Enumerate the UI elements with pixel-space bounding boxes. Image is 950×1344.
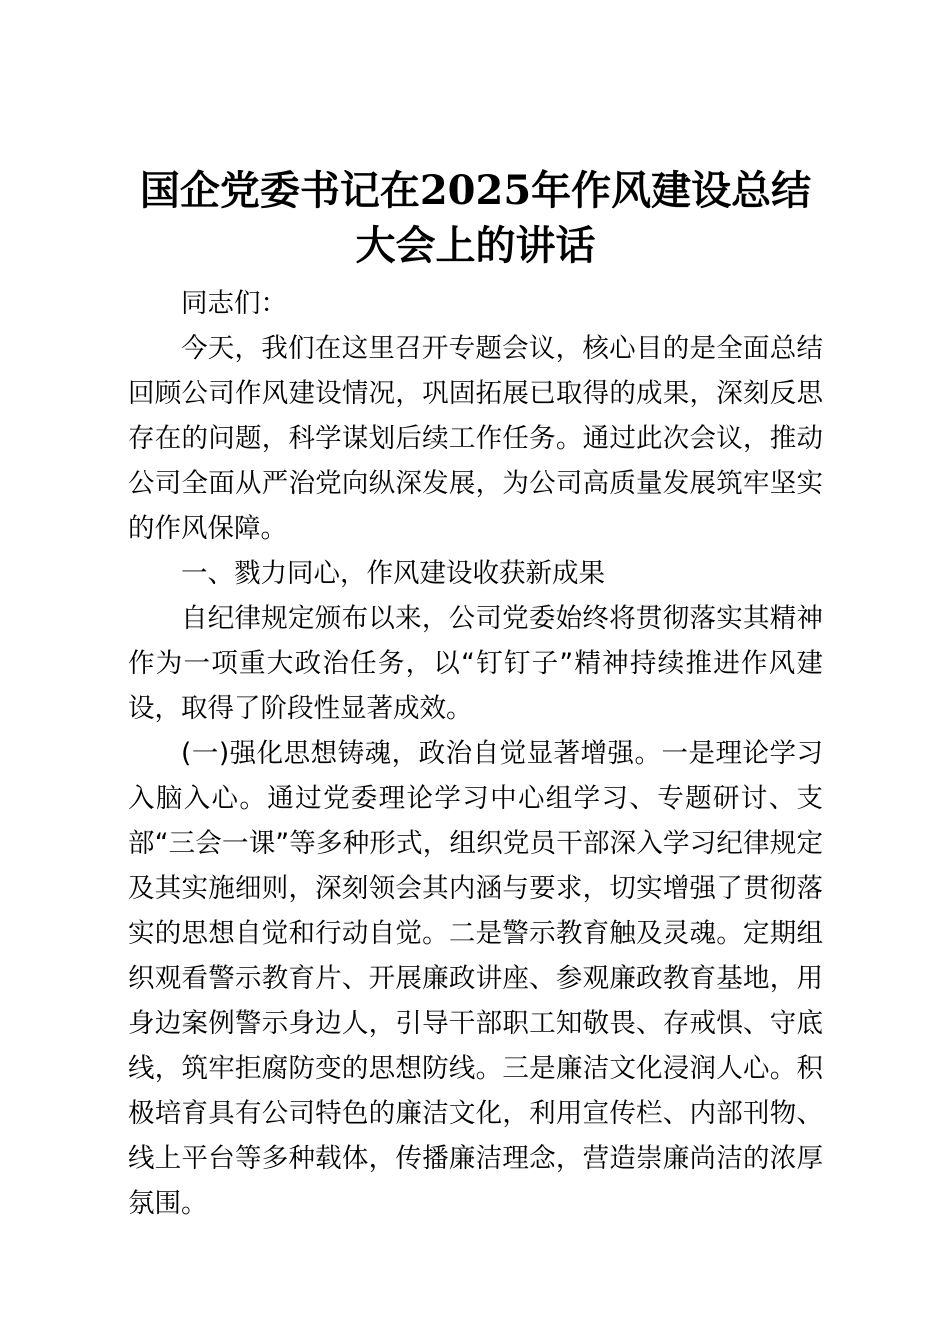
document-title [128, 163, 823, 273]
paragraph-subsection-1: (一)强化思想铸魂，政治自觉显著增强。一是理论学习入脑入心。通过党委理论学习中心组学习、专题研讨、支部“三会一课”等多种形式，组织党员干部深入学习纪律规定及其实施细则，深刻领会其内涵与要求，切实增强了贯彻落实的思想自觉和行动自觉。二是警示教育触及灵魂。定期组织观看警示教育片、开展廉政讲座、参观廉政教育基地，用身边案例警示身边人，引导干部职工知敬畏、存戒惧、守底线，筑牢拒腐防变的思想防线。三是廉洁文化浸润人心。积极培育具有公司特色的廉洁文化，利用宣传栏、内部刊物、线上平台等多种载体，传播廉洁理念，营造崇廉尚洁的浓厚氛围。 [128, 738, 823, 1219]
document-body [128, 281, 823, 1226]
title-line-2: 大会上的讲话 [355, 222, 596, 269]
document-page [128, 163, 823, 1226]
paragraph-achievements: 自纪律规定颁布以来，公司党委始终将贯彻落实其精神作为一项重大政治任务，以“钉钉子”精神持续推进作风建设，取得了阶段性显著成效。 [128, 603, 823, 724]
section-heading-1: 一、戮力同心，作风建设收获新成果 [181, 558, 605, 589]
salutation: 同志们： [181, 288, 287, 319]
title-line-1: 国企党委书记在2025年作风建设总结 [139, 167, 812, 214]
paragraph-intro: 今天，我们在这里召开专题会议，核心目的是全面总结回顾公司作风建设情况，巩固拓展已取得的成果，深刻反思存在的问题，科学谋划后续工作任务。通过此次会议，推动公司全面从严治党向纵深发展，为公司高质量发展筑牢坚实的作风保障。 [128, 333, 823, 544]
